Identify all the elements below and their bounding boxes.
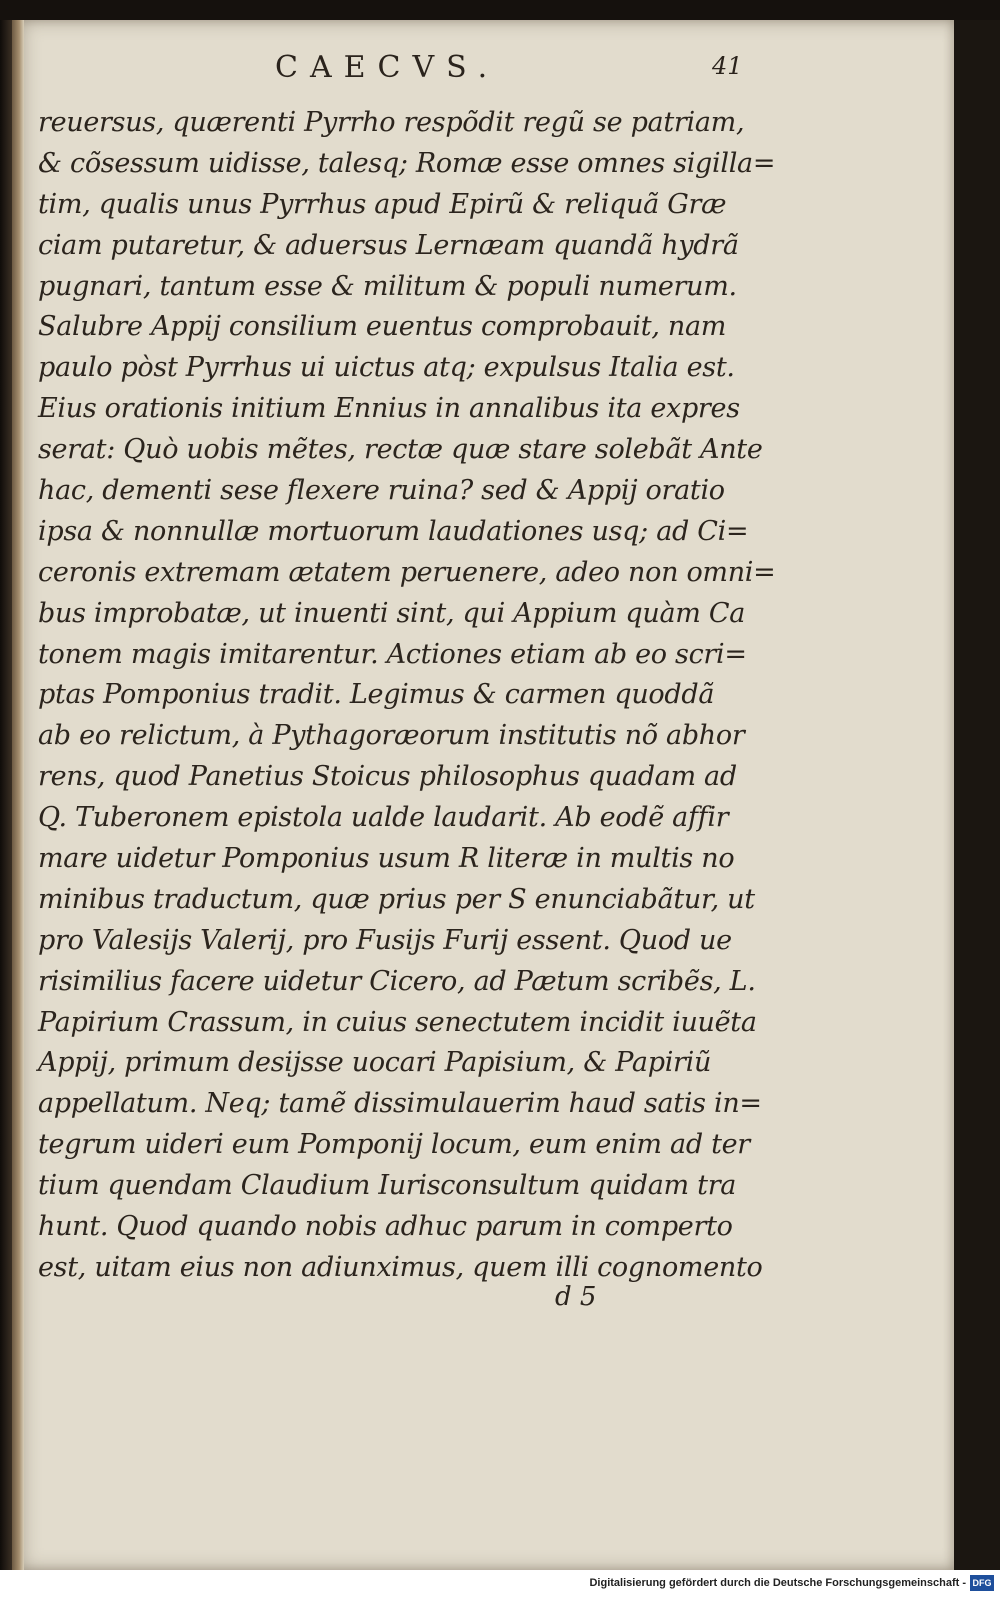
right-scan-edge (954, 20, 1000, 1570)
text-line: appellatum. Neq; tamẽ dissimulauerim haud satis in= (38, 1088, 762, 1120)
page-number: 41 (712, 52, 743, 80)
text-line: pugnari, tantum esse & militum & populi numerum. (38, 270, 737, 302)
text-line: tonem magis imitarentur. Actiones etiam ab eo scri= (38, 638, 747, 670)
book-spine (0, 20, 12, 1570)
top-scan-edge (0, 0, 1000, 20)
text-line: & cõsessum uidisse, talesq; Romæ esse omnes sigilla= (38, 147, 776, 179)
text-line: serat: Quò uobis mẽtes, rectæ quæ stare solebãt Ante (38, 434, 763, 466)
text-line: tium quendam Claudium Iurisconsultum quidam tra (38, 1170, 737, 1202)
text-line: Appij, primum desijsse uocari Papisium, & Papiriũ (38, 1047, 712, 1079)
page-gutter-shadow (12, 20, 24, 1570)
funding-credit: Digitalisierung gefördert durch die Deutsche Forschungsgemeinschaft - (589, 1577, 966, 1589)
dfg-logo[interactable]: DFG (970, 1575, 994, 1591)
text-line: tegrum uideri eum Pomponij locum, eum enim ad ter (38, 1129, 750, 1161)
text-line: bus improbatæ, ut inuenti sint, qui Appium quàm Ca (38, 597, 746, 629)
text-line: ab eo relictum, à Pythagoræorum institutis nõ abhor (38, 720, 745, 752)
text-line: Salubre Appij consilium euentus comprobauit, nam (38, 311, 727, 343)
body-text (38, 103, 776, 1289)
text-line: hunt. Quod quando nobis adhuc parum in comperto (38, 1211, 733, 1243)
text-line: ptas Pomponius tradit. Legimus & carmen quoddã (38, 679, 715, 711)
text-line: hac, dementi sese flexere ruina? sed & Appij oratio (38, 475, 725, 507)
text-line: minibus traductum, quæ prius per S enunciabãtur, ut (38, 883, 755, 915)
text-line: ceronis extremam ætatem peruenere, adeo non omni= (38, 556, 776, 588)
running-head: CAECVS. (275, 50, 500, 85)
text-line: rens, quod Panetius Stoicus philosophus quadam ad (38, 761, 737, 793)
text-line: Q. Tuberonem epistola ualde laudarit. Ab eodẽ affir (38, 802, 729, 834)
text-line: pro Valesijs Valerij, pro Fusijs Furij essent. Quod ue (38, 924, 732, 956)
text-line: Papirium Crassum, in cuius senectutem incidit iuuẽta (38, 1006, 757, 1038)
text-line: mare uidetur Pomponius usum R literæ in multis no (38, 843, 735, 875)
text-line: ciam putaretur, & aduersus Lernæam quandã hydrã (38, 229, 739, 261)
signature-mark: d 5 (555, 1282, 597, 1312)
text-line: ipsa & nonnullæ mortuorum laudationes usq; ad Ci= (38, 515, 749, 547)
text-line: tim, qualis unus Pyrrhus apud Epirũ & reliquã Græ (38, 188, 727, 220)
text-line: paulo pòst Pyrrhus ui uictus atq; expulsus Italia est. (38, 352, 735, 384)
text-line: risimilius facere uidetur Cicero, ad Pætum scribẽs, L. (38, 965, 756, 997)
text-line: est, uitam eius non adiunximus, quem illi cognomento (38, 1251, 763, 1283)
text-line: Eius orationis initium Ennius in annalibus ita expres (38, 393, 740, 425)
text-line: reuersus, quærenti Pyrrho respõdit regũ se patriam, (38, 107, 745, 138)
